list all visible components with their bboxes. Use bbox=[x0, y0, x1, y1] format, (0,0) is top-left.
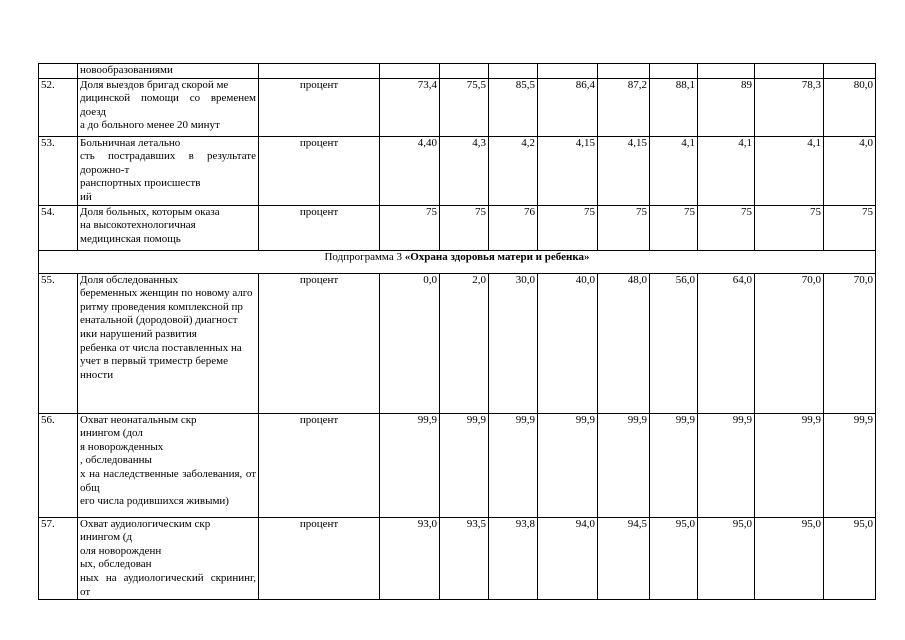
cell-name bbox=[78, 136, 259, 205]
cell-value: 87,2 bbox=[598, 78, 650, 136]
cell-value: 70,0 bbox=[755, 273, 824, 413]
cell-value: 95,0 bbox=[698, 517, 755, 600]
cell-name-line: я новорожденных bbox=[80, 440, 164, 453]
cell-value: 95,0 bbox=[824, 517, 876, 600]
cell-value: 75,5 bbox=[440, 78, 489, 136]
cell-value: 75 bbox=[440, 205, 489, 250]
indicators-table bbox=[38, 63, 876, 600]
cell-value: 4,0 bbox=[824, 136, 876, 205]
cell-unit: процент bbox=[259, 517, 380, 600]
cell-value: 4,1 bbox=[650, 136, 698, 205]
table-row bbox=[39, 273, 876, 413]
cell-unit: процент bbox=[259, 273, 380, 413]
table-row bbox=[39, 78, 876, 136]
cell-name-line: ритму проведения комплексной пр bbox=[80, 300, 243, 313]
cell-value: 4,1 bbox=[698, 136, 755, 205]
section-title: «Охрана здоровья матери и ребенка» bbox=[404, 250, 590, 263]
cell-value: 80,0 bbox=[824, 78, 876, 136]
cell-value: 75 bbox=[824, 205, 876, 250]
cell-name-line: его числа родившихся живыми) bbox=[80, 495, 229, 508]
cell-value: 56,0 bbox=[650, 273, 698, 413]
cell-name-line: беременных женщин по новому алго bbox=[80, 287, 253, 300]
cell-name-line: а до больного менее 20 минут bbox=[80, 119, 220, 132]
cell-value: 2,0 bbox=[440, 273, 489, 413]
cell-value: 78,3 bbox=[755, 78, 824, 136]
cell-name-line: Больничная летально bbox=[80, 136, 181, 149]
cell-name-line: инингом (дол bbox=[80, 427, 143, 440]
cell-value: 75 bbox=[755, 205, 824, 250]
cell-name-line: инингом (д bbox=[80, 531, 133, 544]
cell-value: 99,9 bbox=[698, 413, 755, 517]
cell-value: 95,0 bbox=[755, 517, 824, 600]
cell-value: 94,5 bbox=[598, 517, 650, 600]
cell-name-line: дицинской помощи со временем доезд bbox=[80, 92, 256, 118]
table-row-fragment bbox=[39, 64, 876, 79]
cell-name bbox=[78, 413, 259, 517]
cell-value: 4,15 bbox=[538, 136, 598, 205]
cell-value: 99,9 bbox=[440, 413, 489, 517]
cell-value: 99,9 bbox=[380, 413, 440, 517]
cell-name bbox=[78, 517, 259, 600]
cell-name-line: х на наследственные заболевания, от общ bbox=[80, 467, 256, 494]
cell-value: 30,0 bbox=[489, 273, 538, 413]
cell-name-line: Доля выездов бригад скорой ме bbox=[80, 78, 229, 91]
cell-name-line: ий bbox=[80, 190, 92, 203]
cell-value: 88,1 bbox=[650, 78, 698, 136]
cell-name-line: Охват неонатальным скр bbox=[80, 413, 197, 426]
cell-name-line: на высокотехнологичная bbox=[80, 219, 196, 232]
cell-num: 54. bbox=[39, 205, 78, 250]
cell-value: 99,9 bbox=[538, 413, 598, 517]
cell-value: 95,0 bbox=[650, 517, 698, 600]
cell-value: 99,9 bbox=[755, 413, 824, 517]
cell-name-line: Охват аудиологическим скр bbox=[80, 517, 211, 530]
cell-value: 4,3 bbox=[440, 136, 489, 205]
cell-value: 89 bbox=[698, 78, 755, 136]
cell-num: 53. bbox=[39, 136, 78, 205]
cell-value: 75 bbox=[698, 205, 755, 250]
cell-value: 76 bbox=[489, 205, 538, 250]
cell-name-line: , обследованны bbox=[80, 454, 152, 467]
table-row bbox=[39, 517, 876, 600]
cell-value: 93,8 bbox=[489, 517, 538, 600]
cell-unit: процент bbox=[259, 78, 380, 136]
cell-name-line: сть пострадавших в результате дорожно-т bbox=[80, 150, 256, 176]
cell-value: 4,40 bbox=[380, 136, 440, 205]
cell-value: 4,2 bbox=[489, 136, 538, 205]
cell-value: 99,9 bbox=[489, 413, 538, 517]
cell-unit: процент bbox=[259, 413, 380, 517]
cell-value: 99,9 bbox=[824, 413, 876, 517]
cell-value: 93,0 bbox=[380, 517, 440, 600]
cell-name-line: Доля обследованных bbox=[80, 273, 179, 286]
cell-name-line: ых, обследован bbox=[80, 558, 152, 571]
table-row bbox=[39, 413, 876, 517]
cell-name-line: ребенка от числа поставленных на bbox=[80, 341, 242, 354]
section-row bbox=[39, 250, 876, 273]
cell-value: 99,9 bbox=[598, 413, 650, 517]
cell-name-line: нности bbox=[80, 368, 114, 381]
cell-value: 40,0 bbox=[538, 273, 598, 413]
cell-value: 4,15 bbox=[598, 136, 650, 205]
cell-name-line: ных на аудиологический скрининг, от bbox=[80, 571, 256, 598]
cell-name-line: учет в первый триместр береме bbox=[80, 355, 228, 368]
cell-value: 70,0 bbox=[824, 273, 876, 413]
cell-value: 99,9 bbox=[650, 413, 698, 517]
cell-unit: процент bbox=[259, 136, 380, 205]
cell-name-line: енатальной (дородовой) диагност bbox=[80, 314, 238, 327]
cell-name: новообразованиями bbox=[78, 64, 259, 79]
table-body bbox=[39, 64, 876, 600]
cell-name bbox=[78, 205, 259, 250]
section-prefix: Подпрограмма 3 bbox=[324, 250, 405, 263]
cell-value: 0,0 bbox=[380, 273, 440, 413]
cell-value: 94,0 bbox=[538, 517, 598, 600]
cell-unit: процент bbox=[259, 205, 380, 250]
cell-value: 4,1 bbox=[755, 136, 824, 205]
cell-value: 75 bbox=[380, 205, 440, 250]
cell-name-line: оля новорожденн bbox=[80, 544, 162, 557]
cell-value: 85,5 bbox=[489, 78, 538, 136]
cell-value: 75 bbox=[598, 205, 650, 250]
cell-value: 75 bbox=[538, 205, 598, 250]
cell-num: 55. bbox=[39, 273, 78, 413]
cell-name-line: медицинская помощь bbox=[80, 232, 181, 245]
cell-num bbox=[39, 64, 78, 79]
table-row bbox=[39, 205, 876, 250]
cell-num: 57. bbox=[39, 517, 78, 600]
section-heading bbox=[39, 250, 876, 273]
table-row bbox=[39, 136, 876, 205]
cell-value: 86,4 bbox=[538, 78, 598, 136]
cell-value: 73,4 bbox=[380, 78, 440, 136]
cell-name-line: Доля больных, которым оказа bbox=[80, 205, 220, 218]
cell-value: 93,5 bbox=[440, 517, 489, 600]
cell-name bbox=[78, 273, 259, 413]
cell-num: 52. bbox=[39, 78, 78, 136]
cell-name-line: ранспортных происшеств bbox=[80, 177, 201, 190]
cell-value: 75 bbox=[650, 205, 698, 250]
cell-num: 56. bbox=[39, 413, 78, 517]
cell-name bbox=[78, 78, 259, 136]
cell-value: 64,0 bbox=[698, 273, 755, 413]
cell-value: 48,0 bbox=[598, 273, 650, 413]
cell-name-line: ики нарушений развития bbox=[80, 327, 197, 340]
